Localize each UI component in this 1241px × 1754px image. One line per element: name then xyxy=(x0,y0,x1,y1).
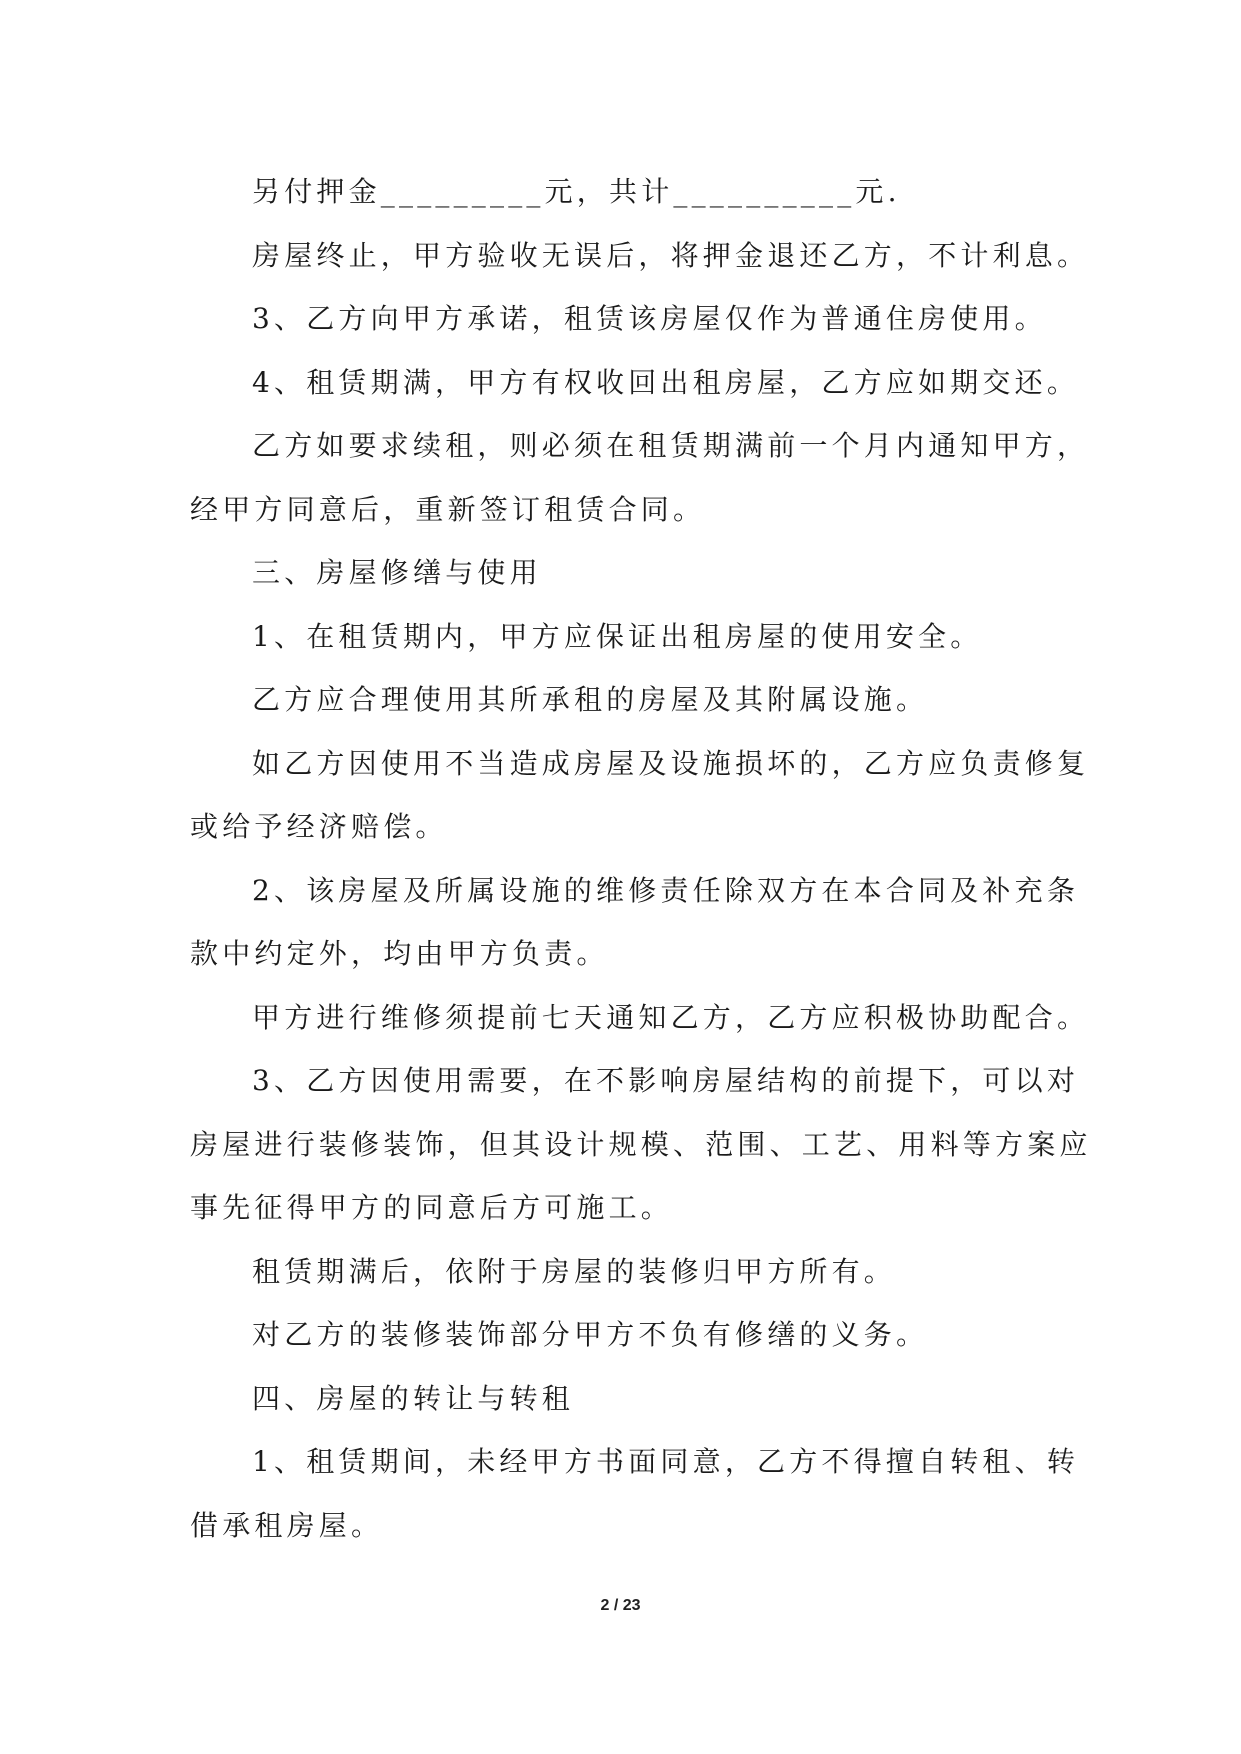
paragraph-line: 经甲方同意后，重新签订租赁合同。 xyxy=(190,492,706,526)
paragraph-line: 另付押金_________元，共计__________元. xyxy=(252,175,901,208)
paragraph-line: 房屋进行装修装饰，但其设计规模、范围、工艺、用料等方案应 xyxy=(190,1127,1092,1161)
paragraph-line: 或给予经济赔偿。 xyxy=(190,810,448,843)
page-number: 2 / 23 xyxy=(600,1597,641,1614)
paragraph-line: 3、乙方向甲方承诺，租赁该房屋仅作为普通住房使用。 xyxy=(252,302,1047,335)
document-body xyxy=(190,160,1092,1557)
paragraph-line: 款中约定外，均由甲方负责。 xyxy=(190,937,609,970)
paragraph-line: 乙方应合理使用其所承租的房屋及其附属设施。 xyxy=(252,683,929,716)
paragraph-line: 房屋终止，甲方验收无误后，将押金退还乙方，不计利息。 xyxy=(252,238,1090,272)
paragraph-line: 1、租赁期间，未经甲方书面同意，乙方不得擅自转租、转 xyxy=(252,1445,1080,1478)
paragraph-line: 事先征得甲方的同意后方可施工。 xyxy=(190,1191,674,1224)
section-heading: 三、房屋修缮与使用 xyxy=(252,556,542,589)
paragraph-line: 1、在租赁期内，甲方应保证出租房屋的使用安全。 xyxy=(252,619,983,653)
paragraph-line: 3、乙方因使用需要，在不影响房屋结构的前提下，可以对 xyxy=(252,1064,1080,1097)
paragraph-line: 借承租房屋。 xyxy=(190,1508,384,1542)
paragraph-line: 对乙方的装修装饰部分甲方不负有修缮的义务。 xyxy=(252,1318,929,1351)
paragraph-line: 甲方进行维修须提前七天通知乙方，乙方应积极协助配合。 xyxy=(252,1000,1090,1034)
paragraph-line: 如乙方因使用不当造成房屋及设施损坏的，乙方应负责修复 xyxy=(252,746,1090,780)
paragraph-line: 乙方如要求续租，则必须在租赁期满前一个月内通知甲方， xyxy=(252,429,1090,462)
section-heading: 四、房屋的转让与转租 xyxy=(252,1381,575,1415)
paragraph-line: 4、租赁期满，甲方有权收回出租房屋，乙方应如期交还。 xyxy=(252,365,1080,399)
paragraph-line: 租赁期满后，依附于房屋的装修归甲方所有。 xyxy=(252,1254,897,1288)
paragraph-line: 2、该房屋及所属设施的维修责任除双方在本合同及补充条 xyxy=(252,873,1080,907)
